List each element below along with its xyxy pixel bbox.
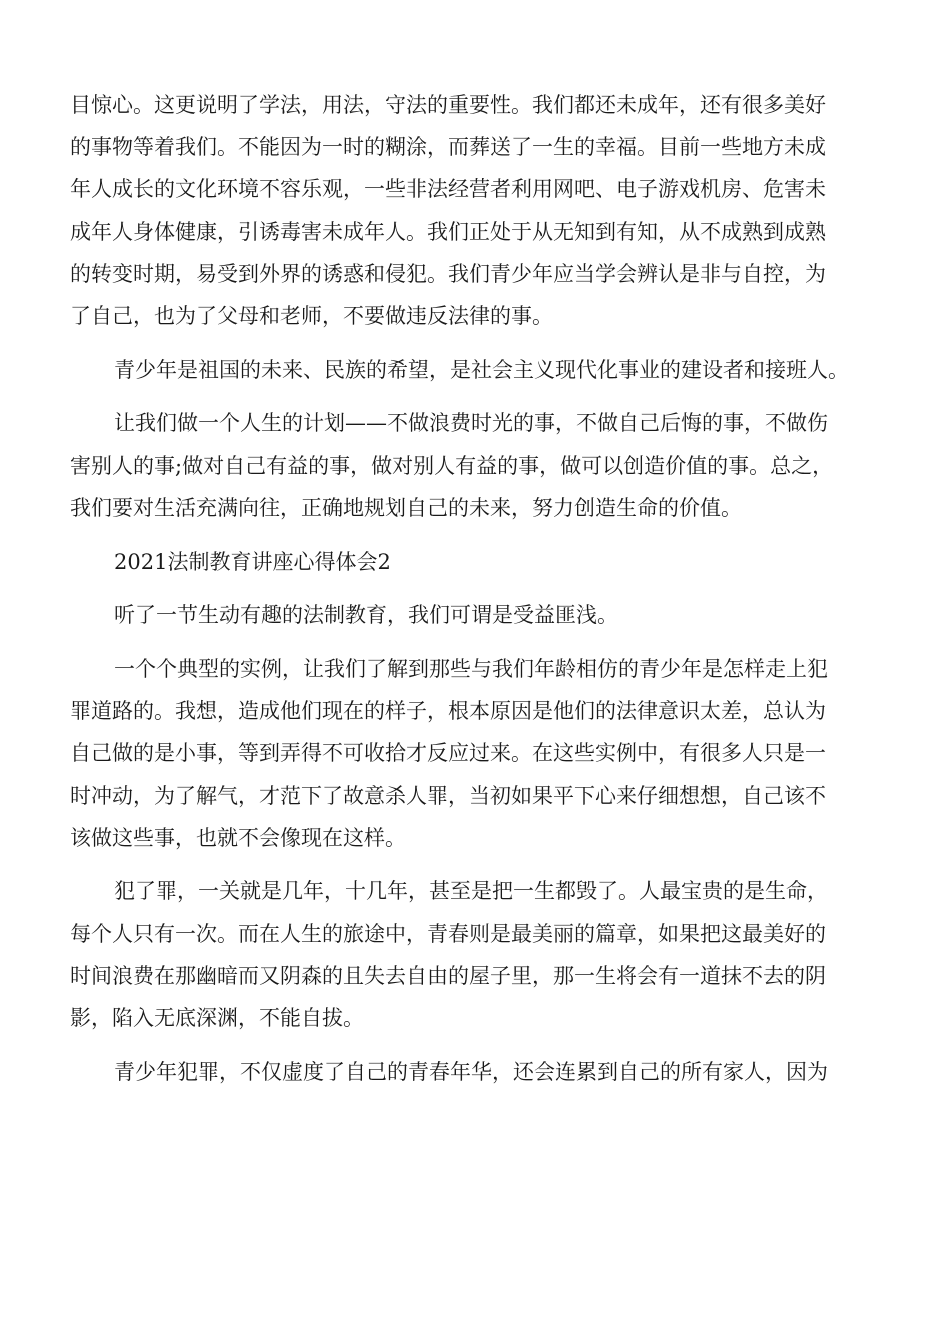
paragraph-7 bbox=[70, 1051, 885, 1093]
text-line: 青少年犯罪，不仅虚度了自己的青春年华，还会连累到自己的所有家人，因为 bbox=[114, 1059, 828, 1084]
section-heading bbox=[70, 541, 885, 583]
text-line: 我们要对生活充满向往，正确地规划自己的未来，努力创造生命的价值。 bbox=[70, 495, 742, 520]
text-line: 影，陷入无底深渊，不能自拔。 bbox=[70, 1006, 364, 1031]
text-line: 的事物等着我们。不能因为一时的糊涂，而葬送了一生的幸福。目前一些地方未成 bbox=[70, 135, 826, 160]
text-line: 成年人身体健康，引诱毒害未成年人。我们正处于从无知到有知，从不成熟到成熟 bbox=[70, 219, 826, 244]
text-line: 让我们做一个人生的计划——不做浪费时光的事，不做自己后悔的事，不做伤 bbox=[114, 411, 828, 436]
text-line: 青少年是祖国的未来、民族的希望，是社会主义现代化事业的建设者和接班人。 bbox=[114, 357, 849, 382]
text-line: 每个人只有一次。而在人生的旅途中，青春则是最美丽的篇章，如果把这最美好的 bbox=[70, 921, 826, 946]
text-line: 一个个典型的实例，让我们了解到那些与我们年龄相仿的青少年是怎样走上犯 bbox=[114, 656, 828, 681]
text-line: 犯了罪，一关就是几年，十几年，甚至是把一生都毁了。人最宝贵的是生命， bbox=[114, 879, 828, 904]
paragraph-3 bbox=[70, 402, 885, 529]
heading-text: 2021法制教育讲座心得体会2 bbox=[114, 549, 391, 574]
text-line: 了自己，也为了父母和老师，不要做违反法律的事。 bbox=[70, 304, 553, 329]
text-line: 自己做的是小事，等到弄得不可收拾才反应过来。在这些实例中，有很多人只是一 bbox=[70, 741, 826, 766]
paragraph-4 bbox=[70, 594, 885, 636]
text-line: 时冲动，为了解气，才范下了故意杀人罪，当初如果平下心来仔细想想，自己该不 bbox=[70, 783, 826, 808]
document-page bbox=[70, 84, 885, 1104]
text-line: 的转变时期，易受到外界的诱惑和侵犯。我们青少年应当学会辨认是非与自控，为 bbox=[70, 261, 826, 286]
text-line: 年人成长的文化环境不容乐观，一些非法经营者利用网吧、电子游戏机房、危害未 bbox=[70, 177, 826, 202]
text-line: 时间浪费在那幽暗而又阴森的且失去自由的屋子里，那一生将会有一道抹不去的阴 bbox=[70, 963, 826, 988]
text-line: 该做这些事，也就不会像现在这样。 bbox=[70, 825, 406, 850]
text-line: 害别人的事;做对自己有益的事，做对别人有益的事，做可以创造价值的事。总之， bbox=[70, 453, 834, 478]
paragraph-6 bbox=[70, 870, 885, 1039]
paragraph-5 bbox=[70, 648, 885, 859]
text-line: 目惊心。这更说明了学法，用法，守法的重要性。我们都还未成年，还有很多美好 bbox=[70, 93, 826, 117]
text-line: 听了一节生动有趣的法制教育，我们可谓是受益匪浅。 bbox=[114, 603, 618, 628]
paragraph-1 bbox=[70, 84, 885, 337]
text-line: 罪道路的。我想，造成他们现在的样子，根本原因是他们的法律意识太差，总认为 bbox=[70, 699, 826, 724]
paragraph-2 bbox=[70, 349, 885, 391]
